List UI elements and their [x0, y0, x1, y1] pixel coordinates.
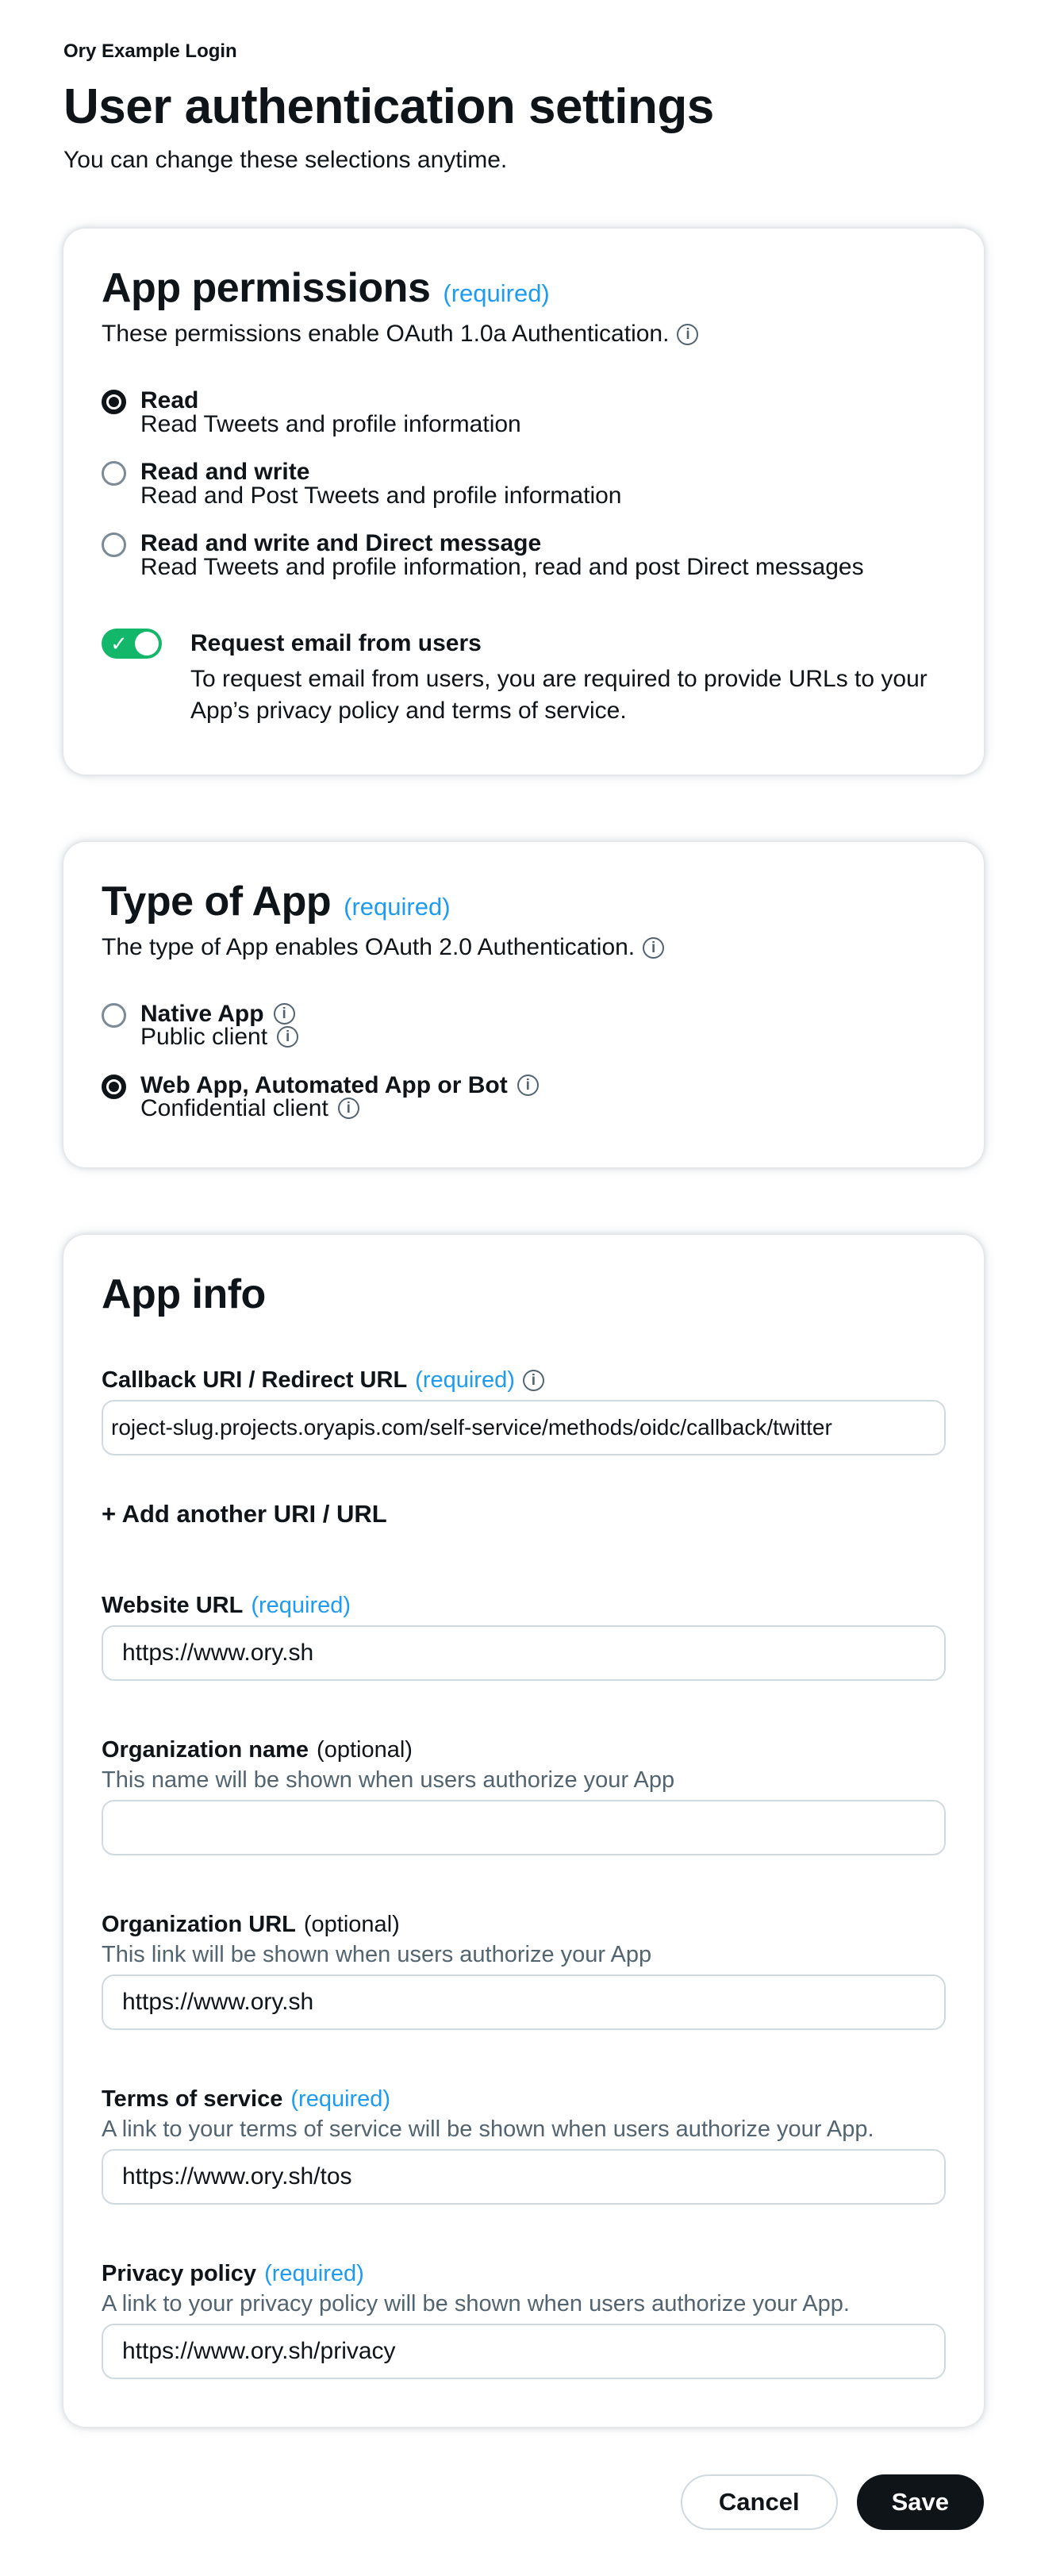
callback-url-input[interactable]: [102, 1400, 946, 1455]
type-option-native-app[interactable]: [102, 1002, 946, 1048]
terms-of-service-input[interactable]: [102, 2149, 946, 2205]
option-sublabel-row: [140, 1097, 539, 1120]
field-label: Organization URL: [102, 1912, 296, 1937]
info-icon[interactable]: i: [523, 1370, 544, 1391]
permission-option-read-write-text: [140, 460, 621, 508]
info-icon[interactable]: i: [643, 937, 664, 959]
type-of-app-description-text: The type of App enables OAuth 2.0 Authentication.: [102, 934, 636, 960]
required-tag: (required): [443, 279, 550, 307]
radio-read-write-dm[interactable]: [102, 533, 126, 557]
request-email-text: [190, 629, 944, 727]
field-label: Organization name: [102, 1737, 309, 1763]
field-helper: This link will be shown when users authorize your App: [102, 1942, 652, 1967]
option-label-row: [140, 1002, 298, 1025]
type-of-app-heading-row: [102, 879, 946, 925]
app-permissions-card: [63, 229, 984, 775]
add-another-uri-button[interactable]: + Add another URI / URL: [102, 1500, 387, 1528]
info-icon[interactable]: i: [338, 1098, 359, 1119]
app-info-heading: App info: [102, 1271, 266, 1317]
app-permissions-description-text: These permissions enable OAuth 1.0a Authentication.: [102, 321, 670, 347]
info-icon[interactable]: i: [277, 1026, 298, 1048]
permissions-options: [102, 389, 946, 579]
radio-read[interactable]: [102, 390, 126, 414]
privacy-policy-field: [102, 2260, 946, 2379]
request-email-description: To request email from users, you are required to provide URLs to your App’s privacy policy and terms of service.: [190, 666, 928, 724]
type-option-native-app-text: [140, 1002, 298, 1048]
callback-url-field: [102, 1367, 946, 1455]
option-description: Read and Post Tweets and profile information: [140, 483, 622, 509]
type-of-app-heading: Type of App: [102, 879, 332, 925]
terms-of-service-field: [102, 2086, 946, 2205]
organization-name-field: [102, 1736, 946, 1855]
option-label: Read and write and Direct message: [140, 530, 542, 556]
field-label: Terms of service: [102, 2086, 283, 2112]
field-helper: This name will be shown when users authorize your App: [102, 1767, 675, 1793]
app-info-card: [63, 1235, 984, 2427]
option-description: Read Tweets and profile information, read and post Direct messages: [140, 554, 864, 580]
callback-url-label-row: [102, 1367, 946, 1394]
request-email-toggle[interactable]: [102, 629, 162, 659]
terms-of-service-label-row: [102, 2086, 946, 2113]
type-option-web-app-text: [140, 1074, 539, 1120]
save-button[interactable]: Save: [857, 2474, 984, 2530]
organization-url-input[interactable]: [102, 1974, 946, 2030]
website-url-input[interactable]: [102, 1625, 946, 1681]
optional-tag: (optional): [303, 1912, 400, 1937]
radio-web-app[interactable]: [102, 1075, 126, 1099]
required-tag: (required): [344, 893, 451, 921]
option-sublabel: Public client: [140, 1024, 268, 1050]
field-helper: A link to your terms of service will be shown when users authorize your App.: [102, 2117, 874, 2142]
website-url-field: [102, 1592, 946, 1681]
permission-option-read[interactable]: [102, 389, 946, 436]
type-option-web-app[interactable]: [102, 1074, 946, 1120]
option-label: Read and write: [140, 459, 310, 485]
option-sublabel: Confidential client: [140, 1095, 328, 1121]
field-label: Callback URI / Redirect URL: [102, 1367, 408, 1393]
permission-option-read-text: [140, 389, 521, 436]
info-icon[interactable]: i: [517, 1075, 539, 1096]
organization-url-label-row: [102, 1911, 946, 1938]
required-tag: (required): [264, 2261, 364, 2286]
app-info-heading-row: [102, 1271, 946, 1317]
field-label: Website URL: [102, 1593, 244, 1618]
required-tag: (required): [415, 1367, 515, 1393]
footer-actions: [63, 2474, 984, 2530]
type-options: [102, 1002, 946, 1120]
organization-name-input[interactable]: [102, 1800, 946, 1855]
request-email-label: Request email from users: [190, 630, 482, 656]
permission-option-read-write-dm-text: [140, 532, 864, 579]
request-email-row: [102, 629, 946, 727]
organization-url-field: [102, 1911, 946, 2030]
permission-option-read-write-dm[interactable]: [102, 532, 946, 579]
radio-native-app[interactable]: [102, 1003, 126, 1028]
page-title: User authentication settings: [63, 79, 714, 134]
app-name: Ory Example Login: [63, 40, 237, 62]
info-icon[interactable]: i: [274, 1003, 295, 1025]
app-permissions-heading: App permissions: [102, 265, 431, 311]
info-icon[interactable]: i: [677, 324, 698, 345]
app-permissions-heading-row: [102, 265, 946, 311]
app-permissions-description: [102, 319, 946, 349]
content: [63, 229, 984, 2530]
field-label: Privacy policy: [102, 2261, 257, 2286]
optional-tag: (optional): [317, 1737, 413, 1763]
permission-option-read-write[interactable]: [102, 460, 946, 508]
check-icon: ✓: [110, 632, 128, 656]
website-url-label-row: [102, 1592, 946, 1619]
field-helper: A link to your privacy policy will be shown when users authorize your App.: [102, 2291, 850, 2316]
privacy-policy-input[interactable]: [102, 2324, 946, 2379]
privacy-policy-label-row: [102, 2260, 946, 2287]
type-of-app-description: [102, 932, 946, 963]
radio-read-write[interactable]: [102, 461, 126, 486]
option-description: Read Tweets and profile information: [140, 411, 521, 437]
option-label: Native App: [140, 1001, 264, 1027]
organization-name-label-row: [102, 1736, 946, 1763]
required-tag: (required): [290, 2086, 391, 2112]
option-label-row: [140, 1074, 539, 1097]
option-label: Web App, Automated App or Bot: [140, 1072, 508, 1098]
cancel-button[interactable]: Cancel: [681, 2474, 838, 2530]
toggle-knob: [135, 632, 159, 656]
option-sublabel-row: [140, 1025, 298, 1048]
option-label: Read: [140, 387, 199, 413]
required-tag: (required): [251, 1593, 351, 1618]
page-subtitle: You can change these selections anytime.: [63, 147, 508, 173]
type-of-app-card: [63, 842, 984, 1167]
